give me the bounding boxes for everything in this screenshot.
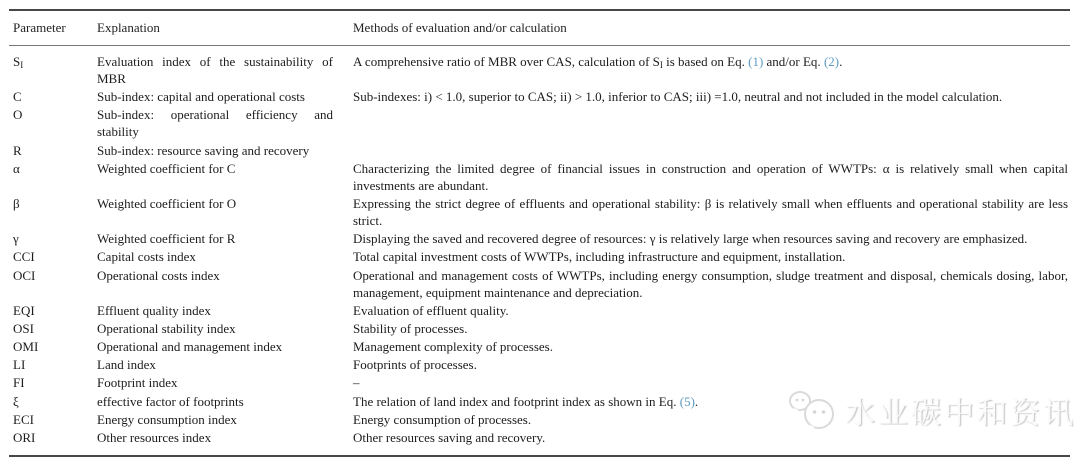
methods-cell: Operational and management costs of WWTPs, including energy consumption, sludge treatment and disposal, chemicals dosing, labor, management, equipment maintenance and depreciation.	[353, 267, 1068, 300]
parameter-cell: EQI	[13, 302, 35, 318]
explanation-cell: Sub-index: capital and operational costs	[97, 89, 305, 105]
parameter-cell: ECI	[13, 411, 34, 427]
explanation-cell: Weighted coefficient for R	[97, 231, 236, 247]
methods-cell: –	[353, 375, 360, 391]
explanation-cell: Weighted coefficient for O	[97, 195, 237, 211]
methods-cell: Footprints of processes.	[353, 357, 477, 373]
col-header-explanation: Explanation	[93, 10, 349, 46]
table-row-xi	[9, 392, 1070, 410]
parameter-cell: FI	[13, 375, 25, 391]
parameter-cell: O	[13, 107, 23, 123]
parameters-table	[9, 9, 1070, 457]
explanation-cell: Footprint index	[97, 375, 178, 391]
col-header-parameter: Parameter	[9, 10, 93, 46]
parameter-symbol: S	[13, 54, 21, 69]
parameter-cell: CCI	[13, 249, 35, 265]
table-row-fi	[9, 374, 1070, 392]
methods-cell: Sub-indexes: i) < 1.0, superior to CAS; ii) > 1.0, inferior to CAS; iii) =1.0, neutral and not included in the model calculation.	[353, 89, 1003, 105]
watermark-text: 水业碳中和资讯	[845, 396, 1076, 431]
parameter-cell: ORI	[13, 430, 36, 445]
methods-cell: Evaluation of effluent quality.	[353, 302, 509, 318]
parameter-cell: γ	[13, 231, 19, 247]
explanation-cell: Evaluation index of the sustainability of MBR	[97, 54, 333, 86]
col-header-methods: Methods of evaluation and/or calculation	[349, 10, 1070, 46]
table-row-oci	[9, 266, 1070, 301]
equation-1-link[interactable]: (1)	[748, 54, 764, 69]
parameter-cell: α	[13, 160, 20, 176]
methods-cell: Expressing the strict degree of effluents and operational stability: β is relatively small when effluents and operational stability are less strict.	[353, 195, 1068, 228]
explanation-cell: Operational and management index	[97, 339, 283, 355]
explanation-cell: Land index	[97, 357, 156, 373]
table-row-osi	[9, 319, 1070, 337]
table-row-gamma	[9, 230, 1070, 248]
methods-cell: Energy consumption of processes.	[353, 411, 532, 427]
table-row-eci	[9, 410, 1070, 428]
parameter-subscript: I	[20, 60, 24, 70]
table-row-c	[9, 88, 1070, 106]
table-row-si	[9, 46, 1070, 88]
explanation-cell: Sub-index: resource saving and recovery	[97, 142, 310, 158]
parameter-cell: LI	[13, 357, 26, 373]
table-row-r	[9, 141, 1070, 159]
explanation-cell: Operational costs index	[97, 267, 220, 283]
parameter-cell: OSI	[13, 320, 34, 336]
parameter-cell: β	[13, 195, 20, 211]
parameter-cell	[9, 46, 93, 88]
parameter-cell: OMI	[13, 339, 39, 355]
methods-cell: The relation of land index and footprint index as shown in Eq. (5).	[353, 393, 699, 409]
table-header-row	[9, 10, 1070, 46]
table-row-alpha	[9, 159, 1070, 194]
explanation-cell: Sub-index: operational efficiency and stability	[97, 107, 333, 140]
parameter-cell: OCI	[13, 267, 36, 283]
table-row-beta	[9, 194, 1070, 229]
explanation-cell: Other resources index	[97, 430, 212, 445]
table-row-eqi	[9, 301, 1070, 319]
table-row-li	[9, 356, 1070, 374]
explanation-cell: Operational stability index	[97, 320, 236, 336]
methods-cell: Management complexity of processes.	[353, 339, 553, 355]
methods-cell: Characterizing the limited degree of financial issues in construction and operation of WWTPs: α is relatively small when capital investments are abundant.	[353, 160, 1068, 193]
methods-cell: A comprehensive ratio of MBR over CAS, calculation of $S_I$ is based on Eq. (1) and/or Eq. (2).	[353, 54, 843, 70]
explanation-cell: effective factor of footprints	[97, 393, 244, 409]
methods-cell: Displaying the saved and recovered degree of resources: γ is relatively large when resources saving and recovery are emphasized.	[353, 231, 1028, 247]
equation-5-link[interactable]: (5)	[679, 393, 695, 409]
explanation-cell: Weighted coefficient for C	[97, 160, 236, 176]
parameter-cell: C	[13, 89, 22, 105]
methods-cell: Total capital investment costs of WWTPs, including infrastructure and equipment, installation.	[353, 249, 846, 265]
methods-cell	[349, 141, 1070, 159]
table-row-omi	[9, 337, 1070, 355]
table-row-cci	[9, 248, 1070, 266]
methods-cell: Other resources saving and recovery.	[353, 430, 546, 445]
explanation-cell: Effluent quality index	[97, 302, 211, 318]
table	[9, 9, 1070, 457]
methods-cell: Stability of processes.	[353, 320, 468, 336]
table-row-ori	[9, 428, 1070, 456]
explanation-cell: Capital costs index	[97, 249, 196, 265]
parameter-cell: R	[13, 142, 22, 158]
explanation-cell: Energy consumption index	[97, 411, 237, 427]
equation-2-link[interactable]: (2)	[823, 54, 840, 69]
parameter-cell: ξ	[13, 393, 19, 409]
